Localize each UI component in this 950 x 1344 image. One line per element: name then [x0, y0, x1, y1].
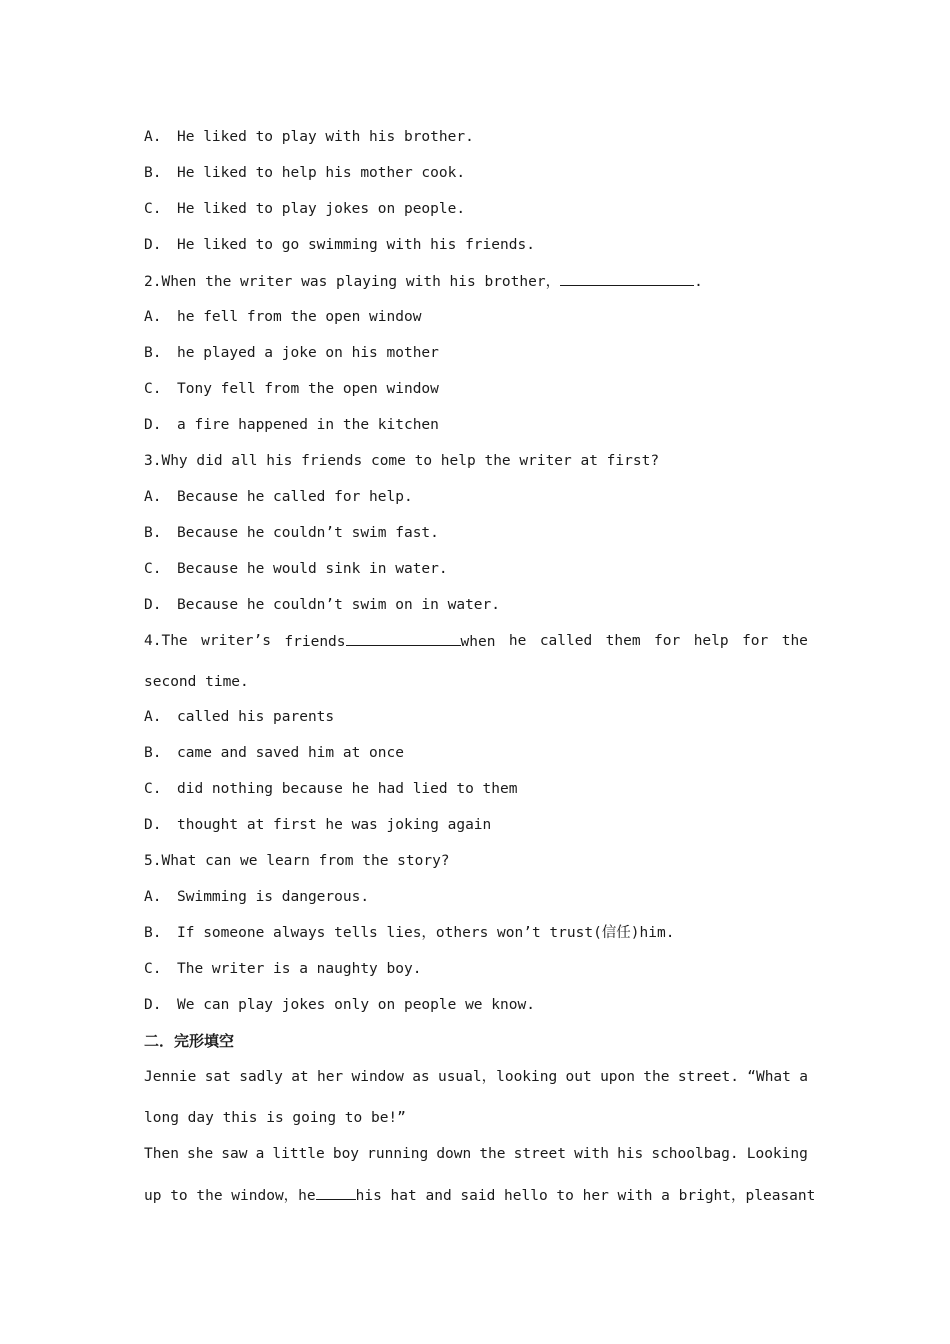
q3-option-c: C. Because he would sink in water.	[144, 561, 448, 577]
q5-option-c: C. The writer is a naughty boy.	[144, 961, 422, 977]
q5-option-d: D. We can play jokes only on people we know.	[144, 997, 535, 1013]
q2-stem: 2.When the writer was playing with his brother， .	[144, 271, 808, 292]
q4-option-d: D. thought at first he was joking again	[144, 817, 492, 833]
q3-option-b: B. Because he couldn’t swim fast.	[144, 525, 439, 541]
q3-option-a: A. Because he called for help.	[144, 489, 413, 505]
passage-para2-line2: up to the window，he his hat and said hello to her with a bright，pleasant	[144, 1185, 808, 1206]
q4-stem-line1: 4.The writer’s friends when he called them for help for the	[144, 633, 808, 650]
q5-option-a: A. Swimming is dangerous.	[144, 889, 370, 905]
q3-option-d: D. Because he couldn’t swim on in water.	[144, 597, 501, 613]
q1-option-d: D. He liked to go swimming with his friends.	[144, 237, 535, 253]
q1-option-b: B. He liked to help his mother cook.	[144, 165, 466, 181]
cloze-blank	[316, 1185, 356, 1200]
q2-option-b: B. he played a joke on his mother	[144, 345, 439, 361]
q4-option-c: C. did nothing because he had lied to them	[144, 781, 518, 797]
q4-option-b: B. came and saved him at once	[144, 745, 404, 761]
answer-blank	[346, 631, 461, 646]
q2-option-a: A. he fell from the open window	[144, 309, 422, 325]
passage-para2-line1: Then she saw a little boy running down the street with his schoolbag. Looking	[144, 1146, 808, 1162]
q2-option-c: C. Tony fell from the open window	[144, 381, 439, 397]
q5-option-b: B. If someone always tells lies，others won’t trust(信任)him.	[144, 925, 675, 941]
section-heading: 二．完形填空	[144, 1032, 235, 1050]
answer-blank	[560, 271, 694, 286]
q2-option-d: D. a fire happened in the kitchen	[144, 417, 439, 433]
passage-para1-line2: long day this is going to be!”	[144, 1110, 406, 1126]
passage-para1-line1: Jennie sat sadly at her window as usual，looking out upon the street. “What a	[144, 1069, 808, 1085]
q4-option-a: A. called his parents	[144, 709, 335, 725]
q4-stem-line2: second time.	[144, 674, 249, 690]
q5-stem: 5.What can we learn from the story?	[144, 853, 450, 869]
q3-stem: 3.Why did all his friends come to help the writer at first?	[144, 453, 660, 469]
q1-option-c: C. He liked to play jokes on people.	[144, 201, 466, 217]
q1-option-a: A. He liked to play with his brother.	[144, 129, 474, 145]
